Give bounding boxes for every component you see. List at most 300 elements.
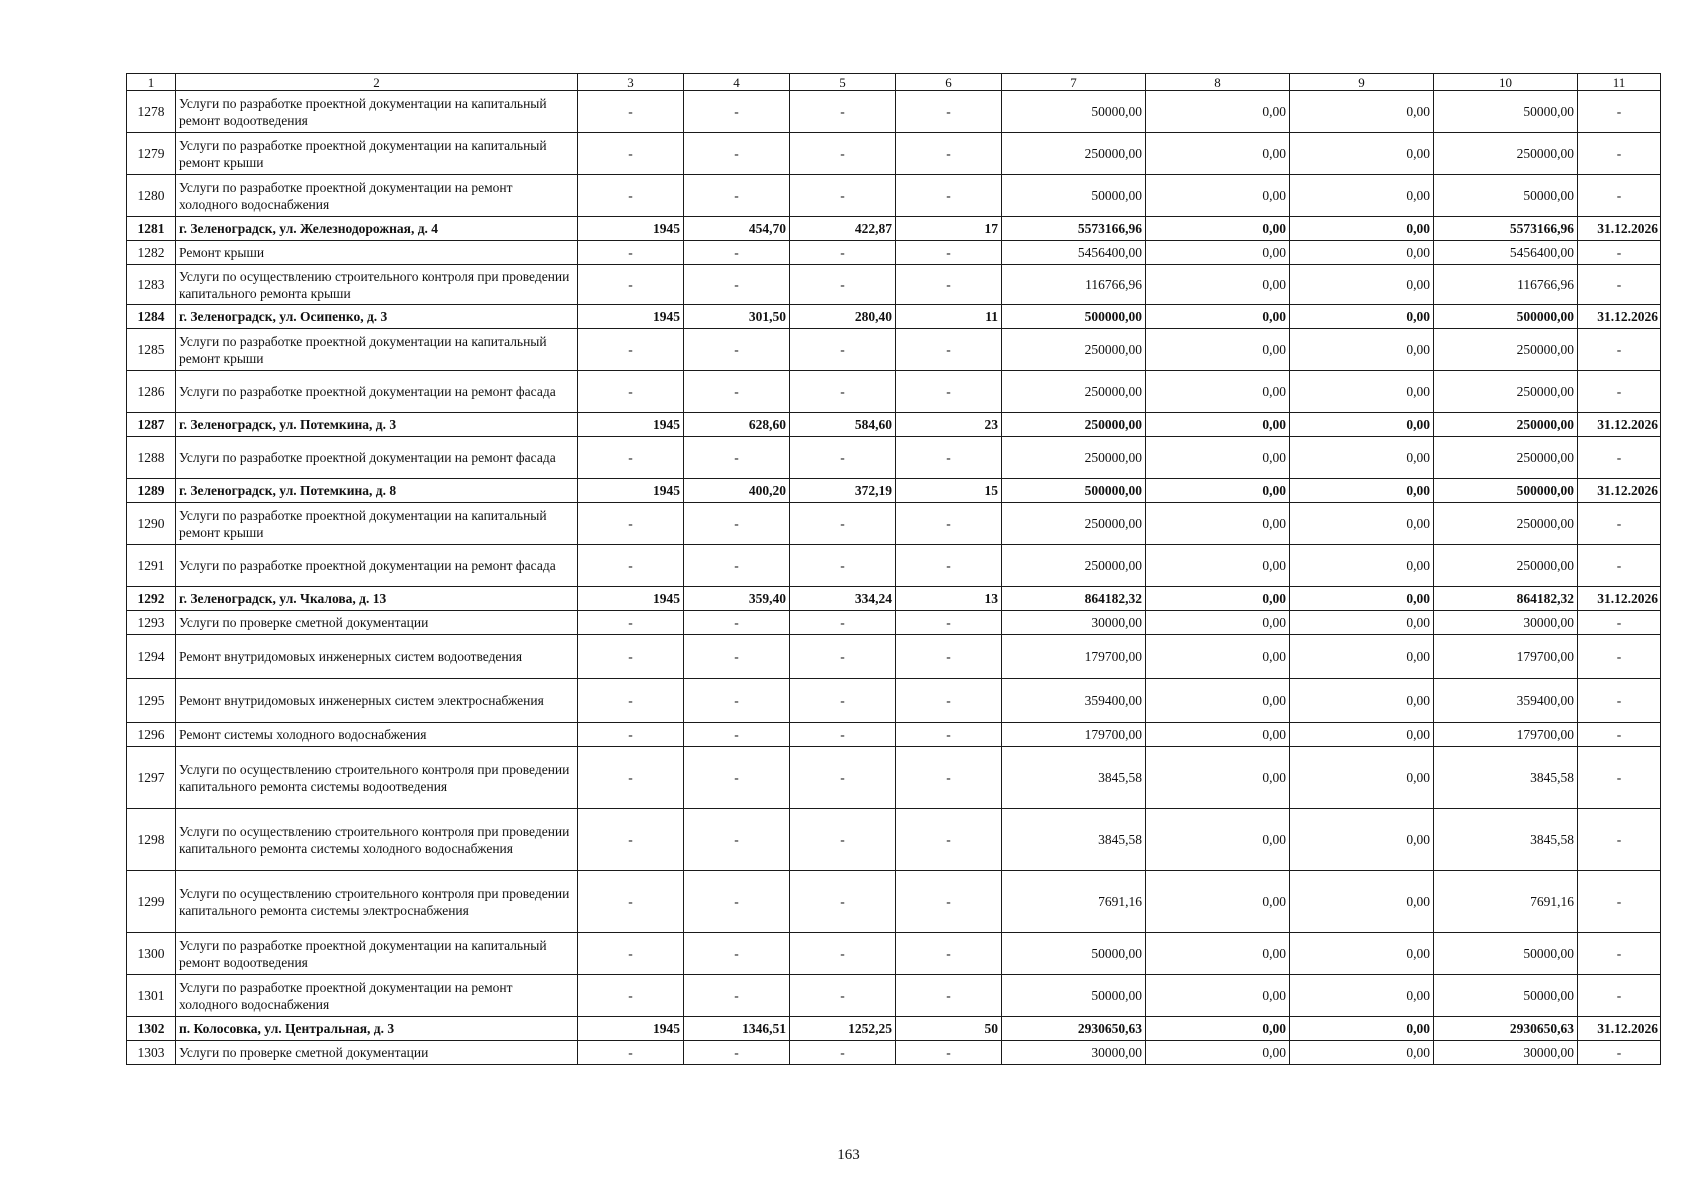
column-number-1: 1 [127,74,176,91]
cost-total-cell: 250000,00 [1002,545,1146,587]
deadline-cell: - [1578,241,1661,265]
cost-other-cell: 0,00 [1290,305,1434,329]
area-total-cell: - [684,545,790,587]
cost-fund-cell: 0,00 [1146,217,1290,241]
work-item-row [127,437,1661,479]
deadline-cell: - [1578,1041,1661,1065]
cost-total-cell: 2930650,63 [1002,1017,1146,1041]
work-item-row [127,975,1661,1017]
item-name-cell: г. Зеленоградск, ул. Чкалова, д. 13 [176,587,578,611]
area-total-cell: - [684,1041,790,1065]
row-number-cell: 1280 [127,175,176,217]
area-living-cell: - [790,975,896,1017]
deadline-cell: 31.12.2026 [1578,1017,1661,1041]
row-number-cell: 1293 [127,611,176,635]
area-total-cell: 1346,51 [684,1017,790,1041]
area-living-cell: - [790,265,896,305]
year-cell: - [578,503,684,545]
cost-fund-cell: 0,00 [1146,413,1290,437]
year-cell: - [578,723,684,747]
cost-other-cell: 0,00 [1290,545,1434,587]
item-name-cell: Услуги по разработке проектной документации на капитальный ремонт крыши [176,133,578,175]
cost-total-cell: 179700,00 [1002,635,1146,679]
item-name-cell: Ремонт внутридомовых инженерных систем водоотведения [176,635,578,679]
item-name-cell: Услуги по разработке проектной документации на ремонт фасада [176,371,578,413]
cost-other-cell: 0,00 [1290,91,1434,133]
year-cell: - [578,1041,684,1065]
cost-owners-cell: 5573166,96 [1434,217,1578,241]
column-number-4: 4 [684,74,790,91]
cost-owners-cell: 50000,00 [1434,933,1578,975]
area-total-cell: - [684,871,790,933]
cost-fund-cell: 0,00 [1146,503,1290,545]
area-total-cell: - [684,611,790,635]
cost-owners-cell: 5456400,00 [1434,241,1578,265]
residents-cell: - [896,437,1002,479]
year-cell: 1945 [578,1017,684,1041]
residents-cell: - [896,329,1002,371]
residents-cell: - [896,933,1002,975]
cost-fund-cell: 0,00 [1146,1017,1290,1041]
cost-other-cell: 0,00 [1290,679,1434,723]
item-name-cell: Услуги по проверке сметной документации [176,611,578,635]
cost-total-cell: 5573166,96 [1002,217,1146,241]
area-living-cell: 1252,25 [790,1017,896,1041]
deadline-cell: - [1578,747,1661,809]
year-cell: 1945 [578,305,684,329]
year-cell: 1945 [578,413,684,437]
item-name-cell: г. Зеленоградск, ул. Железнодорожная, д. 4 [176,217,578,241]
area-living-cell: - [790,503,896,545]
area-living-cell: 280,40 [790,305,896,329]
cost-fund-cell: 0,00 [1146,871,1290,933]
area-total-cell: - [684,809,790,871]
row-number-cell: 1285 [127,329,176,371]
residents-cell: - [896,133,1002,175]
year-cell: - [578,437,684,479]
cost-owners-cell: 250000,00 [1434,413,1578,437]
cost-fund-cell: 0,00 [1146,305,1290,329]
deadline-cell: - [1578,871,1661,933]
area-total-cell: - [684,635,790,679]
cost-owners-cell: 3845,58 [1434,809,1578,871]
cost-fund-cell: 0,00 [1146,723,1290,747]
cost-owners-cell: 2930650,63 [1434,1017,1578,1041]
cost-total-cell: 5456400,00 [1002,241,1146,265]
area-total-cell: - [684,265,790,305]
year-cell: - [578,91,684,133]
cost-fund-cell: 0,00 [1146,679,1290,723]
area-total-cell: - [684,133,790,175]
cost-owners-cell: 250000,00 [1434,503,1578,545]
cost-fund-cell: 0,00 [1146,133,1290,175]
cost-other-cell: 0,00 [1290,437,1434,479]
deadline-cell: 31.12.2026 [1578,479,1661,503]
row-number-cell: 1279 [127,133,176,175]
area-living-cell: - [790,1041,896,1065]
item-name-cell: Услуги по разработке проектной документации на капитальный ремонт крыши [176,329,578,371]
item-name-cell: г. Зеленоградск, ул. Потемкина, д. 3 [176,413,578,437]
cost-other-cell: 0,00 [1290,871,1434,933]
cost-total-cell: 50000,00 [1002,91,1146,133]
year-cell: - [578,241,684,265]
row-number-cell: 1300 [127,933,176,975]
residents-cell: - [896,611,1002,635]
cost-other-cell: 0,00 [1290,265,1434,305]
work-item-row [127,635,1661,679]
area-total-cell: - [684,679,790,723]
deadline-cell: - [1578,933,1661,975]
page-number: 163 [837,1147,860,1163]
area-living-cell: - [790,871,896,933]
residents-cell: - [896,871,1002,933]
residents-cell: 11 [896,305,1002,329]
area-total-cell: 301,50 [684,305,790,329]
cost-fund-cell: 0,00 [1146,975,1290,1017]
area-total-cell: - [684,437,790,479]
area-living-cell: - [790,611,896,635]
cost-other-cell: 0,00 [1290,175,1434,217]
column-number-11: 11 [1578,74,1661,91]
column-number-header-row [127,74,1661,91]
year-cell: 1945 [578,479,684,503]
cost-other-cell: 0,00 [1290,809,1434,871]
deadline-cell: - [1578,503,1661,545]
cost-owners-cell: 50000,00 [1434,91,1578,133]
cost-fund-cell: 0,00 [1146,371,1290,413]
year-cell: 1945 [578,587,684,611]
deadline-cell: 31.12.2026 [1578,587,1661,611]
residents-cell: 50 [896,1017,1002,1041]
deadline-cell: 31.12.2026 [1578,217,1661,241]
deadline-cell: - [1578,91,1661,133]
deadline-cell: - [1578,329,1661,371]
area-living-cell: 422,87 [790,217,896,241]
cost-owners-cell: 864182,32 [1434,587,1578,611]
deadline-cell: - [1578,545,1661,587]
cost-fund-cell: 0,00 [1146,545,1290,587]
cost-other-cell: 0,00 [1290,413,1434,437]
area-total-cell: - [684,329,790,371]
item-name-cell: Услуги по разработке проектной документации на капитальный ремонт водоотведения [176,933,578,975]
area-total-cell: - [684,241,790,265]
area-total-cell: 359,40 [684,587,790,611]
work-item-row [127,809,1661,871]
cost-fund-cell: 0,00 [1146,265,1290,305]
work-item-row [127,1041,1661,1065]
cost-total-cell: 500000,00 [1002,305,1146,329]
row-number-cell: 1298 [127,809,176,871]
cost-fund-cell: 0,00 [1146,329,1290,371]
item-name-cell: Ремонт крыши [176,241,578,265]
cost-other-cell: 0,00 [1290,975,1434,1017]
work-item-row [127,91,1661,133]
residents-cell: 15 [896,479,1002,503]
cost-fund-cell: 0,00 [1146,587,1290,611]
year-cell: - [578,133,684,175]
area-living-cell: 372,19 [790,479,896,503]
area-living-cell: 334,24 [790,587,896,611]
work-item-row [127,265,1661,305]
residents-cell: - [896,635,1002,679]
cost-total-cell: 250000,00 [1002,371,1146,413]
row-number-cell: 1288 [127,437,176,479]
row-number-cell: 1299 [127,871,176,933]
cost-fund-cell: 0,00 [1146,1041,1290,1065]
area-living-cell: - [790,371,896,413]
column-number-3: 3 [578,74,684,91]
area-total-cell: 628,60 [684,413,790,437]
area-total-cell: - [684,933,790,975]
residents-cell: - [896,809,1002,871]
residents-cell: - [896,503,1002,545]
cost-fund-cell: 0,00 [1146,437,1290,479]
cost-fund-cell: 0,00 [1146,933,1290,975]
year-cell: - [578,545,684,587]
deadline-cell: - [1578,635,1661,679]
row-number-cell: 1278 [127,91,176,133]
cost-owners-cell: 116766,96 [1434,265,1578,305]
residents-cell: - [896,91,1002,133]
cost-owners-cell: 250000,00 [1434,437,1578,479]
work-item-row [127,371,1661,413]
work-item-row [127,175,1661,217]
area-living-cell: - [790,723,896,747]
area-total-cell: 400,20 [684,479,790,503]
cost-total-cell: 500000,00 [1002,479,1146,503]
year-cell: - [578,809,684,871]
area-living-cell: - [790,679,896,723]
work-item-row [127,133,1661,175]
cost-fund-cell: 0,00 [1146,479,1290,503]
area-living-cell: - [790,133,896,175]
row-number-cell: 1284 [127,305,176,329]
area-living-cell: - [790,747,896,809]
address-row [127,217,1661,241]
area-living-cell: - [790,437,896,479]
area-living-cell: - [790,329,896,371]
year-cell: - [578,175,684,217]
area-total-cell: - [684,371,790,413]
year-cell: - [578,975,684,1017]
address-row [127,1017,1661,1041]
work-item-row [127,329,1661,371]
cost-total-cell: 50000,00 [1002,175,1146,217]
year-cell: - [578,871,684,933]
cost-total-cell: 864182,32 [1002,587,1146,611]
column-number-9: 9 [1290,74,1434,91]
year-cell: - [578,635,684,679]
cost-owners-cell: 179700,00 [1434,723,1578,747]
cost-fund-cell: 0,00 [1146,175,1290,217]
area-total-cell: - [684,503,790,545]
row-number-cell: 1294 [127,635,176,679]
item-name-cell: Услуги по осуществлению строительного контроля при проведении капитального ремонта системы водоотведения [176,747,578,809]
year-cell: - [578,611,684,635]
deadline-cell: - [1578,679,1661,723]
column-number-6: 6 [896,74,1002,91]
cost-owners-cell: 250000,00 [1434,329,1578,371]
residents-cell: - [896,265,1002,305]
year-cell: - [578,933,684,975]
item-name-cell: г. Зеленоградск, ул. Осипенко, д. 3 [176,305,578,329]
cost-other-cell: 0,00 [1290,1041,1434,1065]
residents-cell: 23 [896,413,1002,437]
cost-fund-cell: 0,00 [1146,611,1290,635]
cost-owners-cell: 7691,16 [1434,871,1578,933]
cost-other-cell: 0,00 [1290,133,1434,175]
year-cell: 1945 [578,217,684,241]
item-name-cell: Услуги по разработке проектной документации на ремонт холодного водоснабжения [176,175,578,217]
deadline-cell: - [1578,809,1661,871]
work-item-row [127,747,1661,809]
cost-total-cell: 250000,00 [1002,413,1146,437]
area-living-cell: - [790,175,896,217]
cost-owners-cell: 250000,00 [1434,545,1578,587]
deadline-cell: - [1578,437,1661,479]
area-total-cell: - [684,975,790,1017]
residents-cell: - [896,679,1002,723]
item-name-cell: г. Зеленоградск, ул. Потемкина, д. 8 [176,479,578,503]
cost-other-cell: 0,00 [1290,611,1434,635]
cost-total-cell: 359400,00 [1002,679,1146,723]
work-item-row [127,723,1661,747]
residents-cell: - [896,975,1002,1017]
year-cell: - [578,679,684,723]
deadline-cell: - [1578,371,1661,413]
deadline-cell: - [1578,611,1661,635]
residents-cell: 13 [896,587,1002,611]
cost-other-cell: 0,00 [1290,329,1434,371]
cost-total-cell: 250000,00 [1002,329,1146,371]
cost-other-cell: 0,00 [1290,747,1434,809]
item-name-cell: Услуги по разработке проектной документации на капитальный ремонт крыши [176,503,578,545]
year-cell: - [578,329,684,371]
work-item-row [127,503,1661,545]
cost-fund-cell: 0,00 [1146,241,1290,265]
residents-cell: - [896,747,1002,809]
cost-owners-cell: 30000,00 [1434,1041,1578,1065]
cost-other-cell: 0,00 [1290,503,1434,545]
item-name-cell: Услуги по осуществлению строительного контроля при проведении капитального ремонта системы электроснабжения [176,871,578,933]
document-table [126,73,1661,1065]
area-living-cell: - [790,91,896,133]
residents-cell: - [896,175,1002,217]
cost-owners-cell: 50000,00 [1434,975,1578,1017]
cost-other-cell: 0,00 [1290,241,1434,265]
item-name-cell: Ремонт системы холодного водоснабжения [176,723,578,747]
row-number-cell: 1301 [127,975,176,1017]
row-number-cell: 1289 [127,479,176,503]
area-total-cell: - [684,747,790,809]
cost-total-cell: 179700,00 [1002,723,1146,747]
cost-other-cell: 0,00 [1290,479,1434,503]
area-living-cell: - [790,933,896,975]
deadline-cell: - [1578,975,1661,1017]
cost-total-cell: 7691,16 [1002,871,1146,933]
address-row [127,479,1661,503]
row-number-cell: 1290 [127,503,176,545]
row-number-cell: 1283 [127,265,176,305]
deadline-cell: - [1578,133,1661,175]
address-row [127,305,1661,329]
item-name-cell: Услуги по осуществлению строительного контроля при проведении капитального ремонта системы холодного водоснабжения [176,809,578,871]
row-number-cell: 1282 [127,241,176,265]
year-cell: - [578,747,684,809]
column-number-5: 5 [790,74,896,91]
column-number-8: 8 [1146,74,1290,91]
cost-other-cell: 0,00 [1290,723,1434,747]
item-name-cell: Услуги по разработке проектной документации на ремонт фасада [176,437,578,479]
area-living-cell: - [790,809,896,871]
work-item-row [127,933,1661,975]
area-living-cell: - [790,545,896,587]
cost-owners-cell: 359400,00 [1434,679,1578,723]
residents-cell: - [896,371,1002,413]
row-number-cell: 1292 [127,587,176,611]
table-body [127,74,1661,1065]
cost-owners-cell: 30000,00 [1434,611,1578,635]
deadline-cell: - [1578,723,1661,747]
cost-owners-cell: 250000,00 [1434,371,1578,413]
area-total-cell: 454,70 [684,217,790,241]
residents-cell: - [896,545,1002,587]
year-cell: - [578,371,684,413]
cost-other-cell: 0,00 [1290,933,1434,975]
work-item-row [127,545,1661,587]
cost-fund-cell: 0,00 [1146,809,1290,871]
row-number-cell: 1281 [127,217,176,241]
item-name-cell: Услуги по осуществлению строительного контроля при проведении капитального ремонта крыши [176,265,578,305]
cost-total-cell: 3845,58 [1002,809,1146,871]
item-name-cell: Услуги по разработке проектной документации на капитальный ремонт водоотведения [176,91,578,133]
cost-total-cell: 3845,58 [1002,747,1146,809]
residents-cell: - [896,241,1002,265]
address-row [127,413,1661,437]
cost-total-cell: 250000,00 [1002,503,1146,545]
cost-total-cell: 116766,96 [1002,265,1146,305]
row-number-cell: 1296 [127,723,176,747]
area-living-cell: 584,60 [790,413,896,437]
item-name-cell: п. Колосовка, ул. Центральная, д. 3 [176,1017,578,1041]
work-item-row [127,611,1661,635]
column-number-2: 2 [176,74,578,91]
cost-owners-cell: 50000,00 [1434,175,1578,217]
row-number-cell: 1287 [127,413,176,437]
cost-other-cell: 0,00 [1290,217,1434,241]
deadline-cell: - [1578,265,1661,305]
cost-other-cell: 0,00 [1290,371,1434,413]
cost-owners-cell: 500000,00 [1434,479,1578,503]
cost-other-cell: 0,00 [1290,635,1434,679]
cost-total-cell: 250000,00 [1002,133,1146,175]
area-total-cell: - [684,91,790,133]
item-name-cell: Услуги по разработке проектной документации на ремонт холодного водоснабжения [176,975,578,1017]
residents-cell: 17 [896,217,1002,241]
column-number-7: 7 [1002,74,1146,91]
address-row [127,587,1661,611]
cost-other-cell: 0,00 [1290,587,1434,611]
year-cell: - [578,265,684,305]
cost-total-cell: 30000,00 [1002,611,1146,635]
row-number-cell: 1302 [127,1017,176,1041]
row-number-cell: 1295 [127,679,176,723]
work-item-row [127,871,1661,933]
cost-owners-cell: 250000,00 [1434,133,1578,175]
work-item-row [127,241,1661,265]
item-name-cell: Услуги по разработке проектной документации на ремонт фасада [176,545,578,587]
column-number-10: 10 [1434,74,1578,91]
